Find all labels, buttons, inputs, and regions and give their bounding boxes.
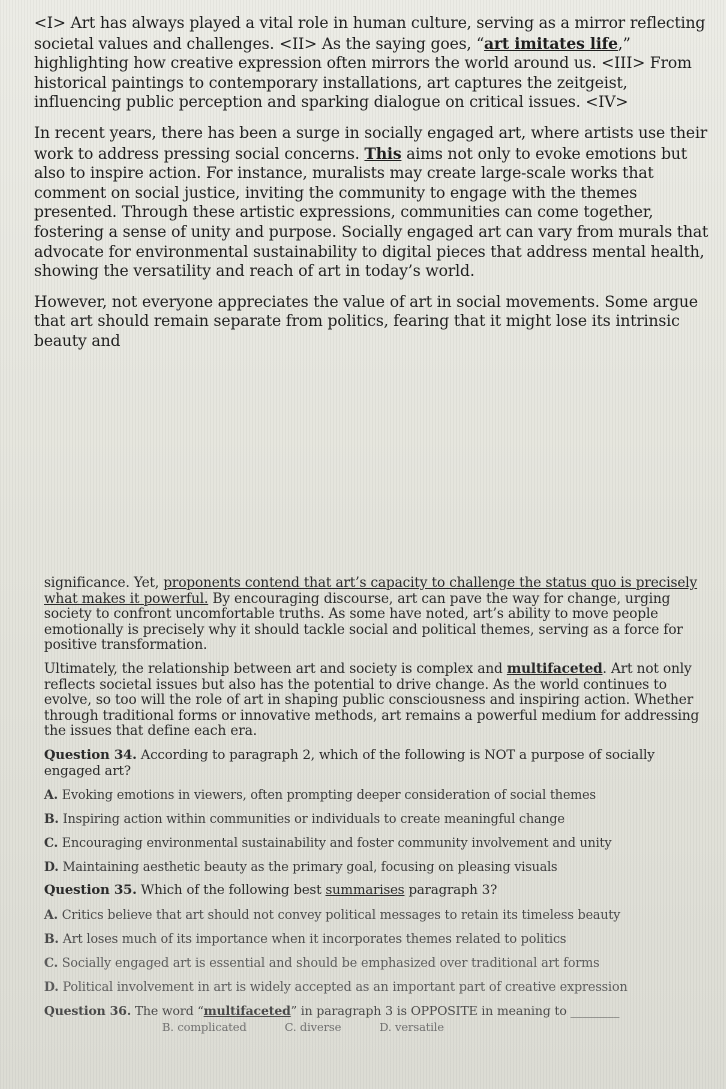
option-text: Encouraging environmental sustainability and foster community involvement and unity xyxy=(58,835,612,851)
word-summarises: summarises xyxy=(325,883,405,899)
p4-part-b: . Art not only reflects societal issues but also has the potential to drive change. As the world continues to evolve, so too will the role of art in shaping public consciousness and inspiring action. Whether through traditional forms or innovative methods, art remains a powerful medium for addressing the issues that define each era. xyxy=(44,660,700,740)
p1-sentence-3: From historical paintings to contemporary installations, art captures the zeitgeist, influencing public perception and sparking dialogue on critical issues. xyxy=(34,54,692,112)
paragraph-3-start: However, not everyone appreciates the value of art in social movements. Some argue that art should remain separate from politics, fearing that it might lose its intrinsic beauty and xyxy=(34,292,698,350)
question-34-stem: According to paragraph 2, which of the following is NOT a purpose of socially engaged art? xyxy=(44,747,655,779)
option-letter: D. xyxy=(379,1020,392,1035)
q36-option-b[interactable] xyxy=(162,1020,247,1036)
question-34-number: Question 34. xyxy=(44,747,137,763)
passage-top xyxy=(34,14,716,363)
paragraph-2 xyxy=(34,124,716,282)
p3-part-a: significance. Yet, xyxy=(44,575,164,591)
q34-option-a[interactable] xyxy=(44,787,712,802)
option-letter: C. xyxy=(44,954,58,970)
question-35-stem-a: Which of the following best xyxy=(136,883,326,899)
option-letter: C. xyxy=(44,835,58,851)
q36-option-d[interactable] xyxy=(379,1020,444,1036)
p1-sentence-1: Art has always played a vital role in human culture, serving as a mirror reflecting societal values and challenges. xyxy=(34,14,706,53)
q36-options-row xyxy=(44,1020,712,1036)
question-34 xyxy=(44,748,712,779)
word-this: This xyxy=(364,143,402,163)
question-35 xyxy=(44,883,712,899)
option-text: Inspiring action within communities or individuals to create meaningful change xyxy=(58,811,565,827)
option-letter: D. xyxy=(44,978,59,994)
marker-i: <I> xyxy=(34,14,66,32)
question-36 xyxy=(44,1003,712,1019)
paragraph-1 xyxy=(34,14,716,113)
question-35-number: Question 35. xyxy=(44,883,137,899)
p2-part-b: aims not only to evoke emotions but also to inspire action. For instance, muralists may create large-scale works that comment on social justice, inviting the community to engage with the themes presented. Through these artistic expressions, communities can come together, fostering a sense of unity and purpose. Socially engaged art can vary from murals that advocate for environmental sustainability to digital pieces that address mental health, showing the versatility and reach of art in today’s world. xyxy=(34,144,709,281)
p4-part-a: Ultimately, the relationship between art and society is complex and xyxy=(44,660,507,677)
question-36-number: Question 36. xyxy=(44,1002,132,1018)
marker-ii: <II> xyxy=(279,34,318,53)
option-letter: B. xyxy=(162,1020,174,1035)
option-text: Critics believe that art should not convey political messages to retain its timeless beauty xyxy=(57,906,621,922)
blank-area xyxy=(0,354,726,572)
option-letter: C. xyxy=(284,1020,297,1035)
question-36-stem-b: ” in paragraph 3 is OPPOSITE in meaning to ________ xyxy=(290,1002,620,1018)
p1-sentence-2a: As the saying goes, “ xyxy=(317,34,485,53)
option-text: complicated xyxy=(173,1020,247,1035)
paragraph-4 xyxy=(44,662,712,740)
option-letter: D. xyxy=(44,859,59,875)
option-text: versatile xyxy=(391,1020,444,1035)
option-letter: A. xyxy=(44,906,58,922)
q35-option-a[interactable] xyxy=(44,907,712,922)
q35-option-c[interactable] xyxy=(44,955,712,970)
quote-art-imitates-life: art imitates life xyxy=(484,33,618,53)
option-text: diverse xyxy=(296,1020,342,1035)
option-text: Political involvement in art is widely accepted as an important part of creative expression xyxy=(58,978,628,994)
p3-part-b: By encouraging discourse, art can pave the way for change, urging society to confront uncomfortable truths. As some have noted, art’s ability to move people emotionally is precisely why it should tackle social and political themes, serving as a force for positive transformation. xyxy=(44,590,683,654)
option-text: Maintaining aesthetic beauty as the primary goal, focusing on pleasing visuals xyxy=(58,859,558,875)
p1-sentence-2b: ,” highlighting how creative expression often mirrors the world around us. xyxy=(34,34,631,73)
word-multifaceted: multifaceted xyxy=(506,660,603,677)
q35-option-d[interactable] xyxy=(44,979,712,994)
option-text: Socially engaged art is essential and should be emphasized over traditional art forms xyxy=(58,954,600,970)
paragraph-3-end xyxy=(44,576,712,654)
q35-option-b[interactable] xyxy=(44,931,712,946)
option-text: Evoking emotions in viewers, often prompting deeper consideration of social themes xyxy=(57,787,596,803)
q34-option-c[interactable] xyxy=(44,835,712,850)
marker-iv: <IV> xyxy=(585,93,629,112)
option-letter: B. xyxy=(44,811,59,827)
underlined-claim: proponents contend that art’s capacity to challenge the status quo is precisely what makes it powerful. xyxy=(44,575,698,607)
q36-option-c[interactable] xyxy=(285,1020,342,1036)
question-36-stem-a: The word “ xyxy=(131,1002,204,1018)
passage-bottom xyxy=(44,576,712,1036)
question-35-stem-b: paragraph 3? xyxy=(404,883,498,899)
option-text: Art loses much of its importance when it incorporates themes related to politics xyxy=(58,930,567,946)
option-letter: B. xyxy=(44,930,59,946)
option-letter: A. xyxy=(44,787,58,803)
marker-iii: <III> xyxy=(601,54,646,73)
q34-option-b[interactable] xyxy=(44,811,712,826)
p2-part-a: In recent years, there has been a surge in socially engaged art, where artists use their work to address pressing social concerns. xyxy=(34,123,708,163)
word-multifaceted-q36: multifaceted xyxy=(203,1002,291,1018)
q34-option-d[interactable] xyxy=(44,859,712,874)
